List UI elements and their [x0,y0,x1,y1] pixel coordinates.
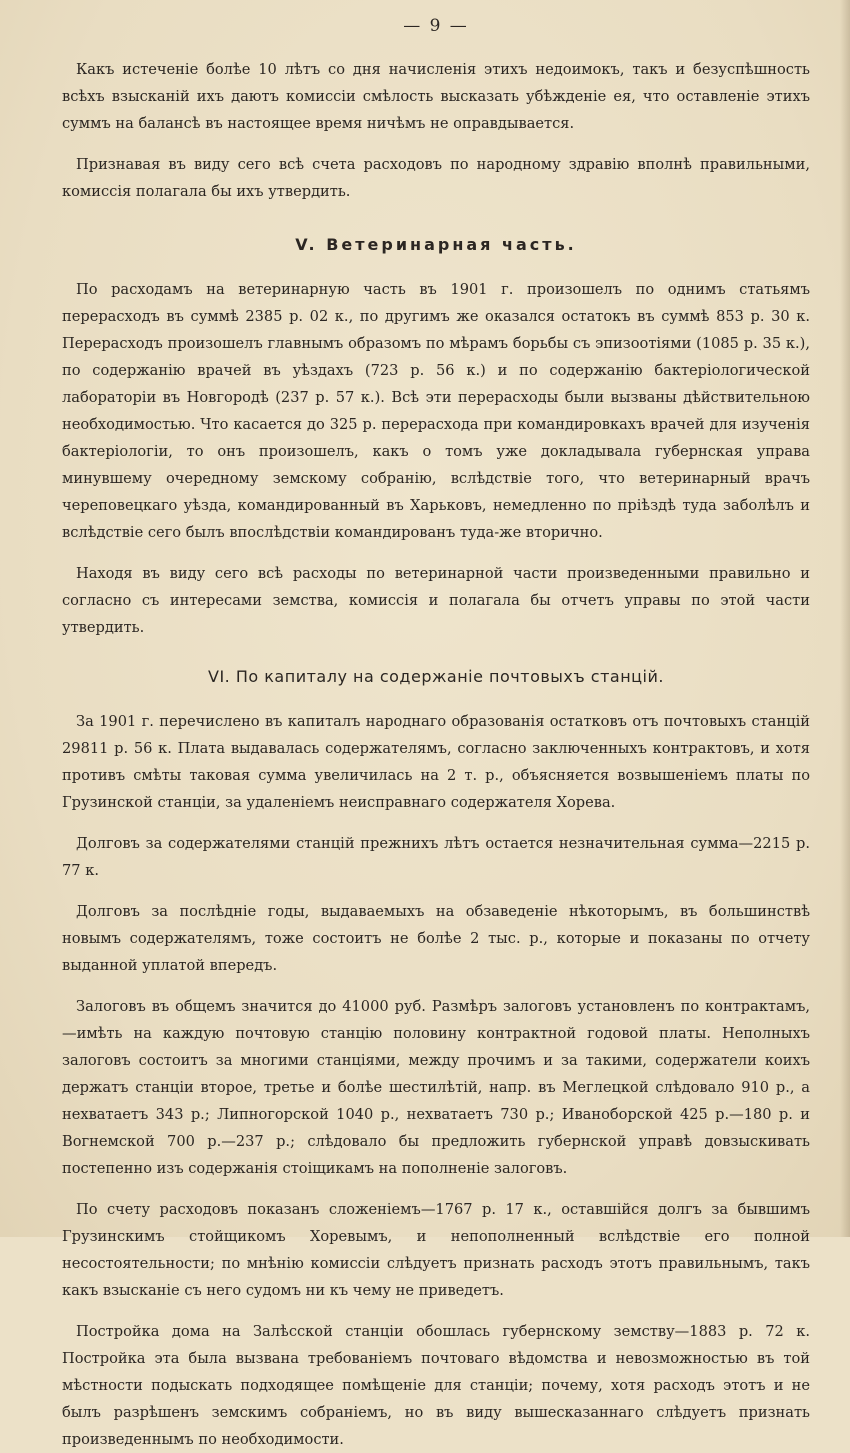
section-heading-veterinary: V. Ветеринарная часть. [295,235,577,254]
page-number: — 9 — [403,16,469,36]
postal-paragraph-1: За 1901 г. перечислено въ капиталъ народнаго образованія остатковъ отъ почтовыхъ станцій 29811 р. 56 к. Плата выдавалась содержателямъ, согласно заключенныхъ контрактовъ, и хотя противъ смѣты таковая сумма увеличилась на 2 т. р., объясняется возвышеніемъ платы по Грузинской станціи, за удаленіемъ неисправнаго содержателя Хорева. [62,713,810,811]
postal-paragraph-2: Долговъ за содержателями станцій прежнихъ лѣтъ остается незначительная сумма—2215 р. 77 к. [62,835,810,879]
intro-paragraph-1: Какъ истеченіе болѣе 10 лѣтъ со дня начисленія этихъ недоимокъ, такъ и безуспѣшность всѣхъ взысканій ихъ даютъ комиссіи смѣлость высказать убѣжденіе ея, что оставленіе этихъ суммъ на балансѣ въ настоящее время ничѣмъ не оправдывается. [62,61,810,132]
veterinary-paragraph-1: По расходамъ на ветеринарную часть въ 1901 г. произошелъ по однимъ статьямъ перерасходъ въ суммѣ 2385 р. 02 к., по другимъ же оказался остатокъ въ суммѣ 853 р. 30 к. Перерасходъ произошелъ главнымъ образомъ по мѣрамъ борьбы съ эпизоотіями (1085 р. 35 к.), по содержанію врачей въ уѣздахъ (723 р. 56 к.) и по содержанію бактеріологической лабораторіи въ Новгородѣ (237 р. 57 к.). Всѣ эти перерасходы были вызваны дѣйствительною необходимостью. Что касается до 325 р. перерасхода при командировкахъ врачей для изученія бактеріологіи, то онъ произошелъ, какъ о томъ уже докладывала губернская управа минувшему очередному земскому собранію, вслѣдствіе того, что ветеринарный врачъ череповецкаго уѣзда, командированный въ Харьковъ, немедленно по пріѣздѣ туда заболѣлъ и вслѣдствіе сего былъ впослѣдствіи командированъ туда-же вторично. [62,281,810,541]
postal-paragraph-6: Постройка дома на Залѣсской станціи обошлась губернскому земству—1883 р. 72 к. Постройка эта была вызвана требованіемъ почтоваго вѣдомства и невозможностью въ той мѣстности подыскать подходящее помѣщеніе для станціи; почему, хотя расходъ этотъ и не былъ разрѣшенъ земскимъ собраніемъ, но въ виду вышесказаннаго слѣдуетъ признать произведеннымъ по необходимости. [62,1323,810,1448]
intro-paragraph-2: Признавая въ виду сего всѣ счета расходовъ по народному здравію вполнѣ правильными, комиссія полагала бы ихъ утвердить. [62,156,810,200]
postal-paragraph-5: По счету расходовъ показанъ сложеніемъ—1767 р. 17 к., оставшійся долгъ за бывшимъ Грузинскимъ стойщикомъ Хоревымъ, и непополненный вслѣдствіе его полной несостоятельности; по мнѣнію комиссіи слѣдуетъ признать расходъ этотъ правильнымъ, такъ какъ взысканіе съ него судомъ ни къ чему не приведетъ. [62,1201,810,1299]
veterinary-paragraph-2: Находя въ виду сего всѣ расходы по ветеринарной части произведенными правильно и согласно съ интересами земства, комиссія и полагала бы отчетъ управы по этой части утвердить. [62,565,810,636]
postal-paragraph-4: Залоговъ въ общемъ значится до 41000 руб. Размѣръ залоговъ установленъ по контрактамъ,—имѣть на каждую почтовую станцію половину контрактной годовой платы. Неполныхъ залоговъ состоитъ за многими станціями, между прочимъ и за такими, содержатели коихъ держатъ станціи второе, третье и болѣе шестилѣтій, напр. въ Меглецкой слѣдовало 910 р., а нехватаетъ 343 р.; Липногорской 1040 р., нехватаетъ 730 р.; Иваноборской 425 р.—180 р. и Вогнемской 700 р.—237 р.; слѣдовало бы предложить губернской управѣ довзыскивать постепенно изъ содержанія стоіщикамъ на пополненіе залоговъ. [62,998,810,1177]
postal-paragraph-3: Долговъ за послѣдніе годы, выдаваемыхъ на обзаведеніе нѣкоторымъ, въ большинствѣ новымъ содержателямъ, тоже состоитъ не болѣе 2 тыс. р., которые и показаны по отчету выданной уплатой впередъ. [62,903,810,974]
section-heading-postal-stations: VI. По капиталу на содержаніе почтовыхъ станцій. [208,667,664,686]
page-edge-shadow [840,0,850,1237]
